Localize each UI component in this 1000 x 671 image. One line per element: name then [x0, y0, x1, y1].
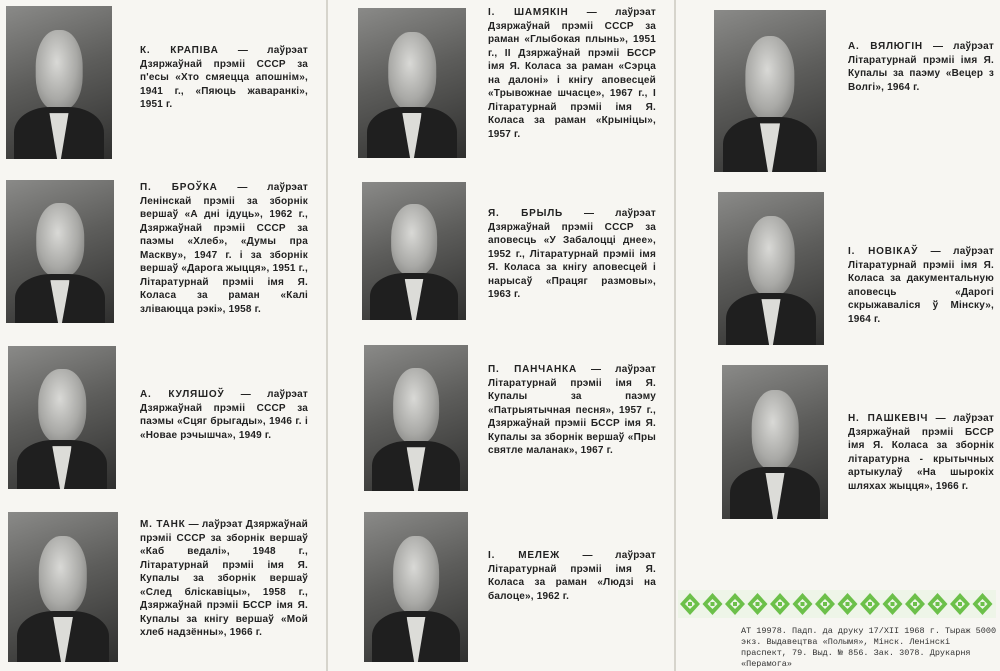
laureate-text: — лаўрэат Дзяржаўнай прэміі БССР імя Я. Коласа за зборнік літаратурна - крытычных артыкулаў «На шырокіх шляхах жыцця», 1966 г.	[848, 413, 994, 492]
laureate-bio	[488, 363, 656, 458]
imprint-text: АТ 19978. Падп. да друку 17/ХІІ 1968 г. Тыраж 5000 экз. Выдавецтва «Полымя», Мінск. Ленінскі праспект, 79. Выд. № 856. Зак. 3078. Друкарня «Перамога»	[741, 626, 997, 669]
laureate-name: П. ПАНЧАНКА	[488, 364, 577, 375]
embroidery-ornament	[678, 590, 996, 618]
portrait-photo	[358, 8, 466, 158]
laureate-bio	[140, 518, 308, 640]
laureate-name: П. БРОЎКА	[140, 182, 218, 193]
laureate-bio	[140, 44, 308, 112]
laureate-name: А. ВЯЛЮГІН	[848, 41, 923, 52]
laureate-name: Н. ПАШКЕВІЧ	[848, 413, 929, 424]
laureate-name: І. ШАМЯКІН	[488, 7, 569, 18]
laureate-name: К. КРАПІВА	[140, 45, 219, 56]
laureate-text: — лаўрэат Дзяржаўнай прэміі СССР за аповесць «У Забалоцці днее», 1952 г., Літаратурнай прэміі імя Я. Коласа за кнігу аповесцей і нарысаў «Працяг размовы», 1963 г.	[488, 208, 656, 300]
laureate-bio	[488, 207, 656, 302]
laureate-name: А. КУЛЯШОЎ	[140, 389, 225, 400]
laureate-text: — лаўрэат Дзяржаўнай прэміі СССР за раман «Глыбокая плынь», 1951 г., ІІ Дзяржаўнай прэміі БССР імя Я. Коласа за раман «Сэрца на далоні» і кнігу аповесцей «Трывожнае шчасце», 1967 г., І Літаратурнай прэміі імя Я. Коласа за раман «Крыніцы», 1957 г.	[488, 7, 656, 140]
portrait-photo	[718, 192, 824, 345]
portrait-photo	[722, 365, 828, 519]
laureate-bio	[488, 6, 656, 141]
portrait-photo	[8, 512, 118, 662]
portrait-photo	[6, 180, 114, 323]
portrait-photo	[714, 10, 826, 172]
laureate-text: — лаўрэат Дзяржаўнай прэміі СССР за п'есы «Хто смяецца апошнім», 1941 г., «Пяюць жаваранкі», 1951 г.	[140, 45, 308, 110]
portrait-photo	[362, 182, 466, 320]
fold-line	[674, 0, 676, 671]
laureate-text: — лаўрэат Літаратурнай прэміі імя Я. Купалы за паэму «Патрыятычная песня», 1957 г., Дзяржаўнай прэміі БССР імя Я. Купалы за зборнік вершаў «Пры святле маланак», 1967 г.	[488, 364, 656, 456]
laureate-text: — лаўрэат Ленінскай прэміі за зборнік вершаў «А дні ідуць», 1962 г., Дзяржаўнай прэміі СССР за паэмы «Хлеб», «Думы пра Маскву», 1947 г. і за зборнік вершаў «Дарога жыцця», 1951 г., Літаратурнай прэміі імя Я. Коласа за раман «Калі зліваюцца рэкі», 1958 г.	[140, 182, 308, 315]
laureate-bio	[140, 388, 308, 442]
laureate-bio	[848, 245, 994, 326]
laureate-name: І. НОВІКАЎ	[848, 246, 919, 257]
portrait-photo	[364, 345, 468, 491]
laureate-text: — лаўрэат Дзяржаўнай прэміі СССР за зборнік вершаў «Каб ведалі», 1948 г., Літаратурнай прэміі імя Я. Купалы за зборнік вершаў «След бліскавіцы», 1958 г., Дзяржаўнай прэміі БССР імя Я. Купалы за кнігу вершаў «Мой хлеб надзённы», 1966 г.	[140, 519, 309, 638]
laureate-name: М. ТАНК	[140, 519, 186, 530]
laureate-text: — лаўрэат Літаратурнай прэміі імя Я. Коласа за раман «Людзі на балоце», 1962 г.	[488, 550, 656, 602]
laureate-text: — лаўрэат Літаратурнай прэміі імя Я. Коласа за дакументальную аповесць «Дарогі скрыжаваліся ў Мінску», 1964 г.	[848, 246, 994, 325]
fold-line	[326, 0, 328, 671]
portrait-photo	[364, 512, 468, 662]
portrait-photo	[8, 346, 116, 489]
portrait-photo	[6, 6, 112, 159]
laureate-name: Я. БРЫЛЬ	[488, 208, 563, 219]
laureate-bio	[140, 181, 308, 316]
laureate-text: — лаўрэат Дзяржаўнай прэміі СССР за паэмы «Сцяг брыгады», 1946 г. і «Новае рэчышча», 1949 г.	[140, 389, 308, 441]
laureate-bio	[848, 412, 994, 493]
laureate-text: — лаўрэат Літаратурнай прэміі імя Я. Купалы за паэму «Вецер з Волгі», 1964 г.	[848, 41, 995, 93]
laureate-bio	[848, 40, 994, 94]
laureate-bio	[488, 549, 656, 603]
laureate-name: І. МЕЛЕЖ	[488, 550, 560, 561]
